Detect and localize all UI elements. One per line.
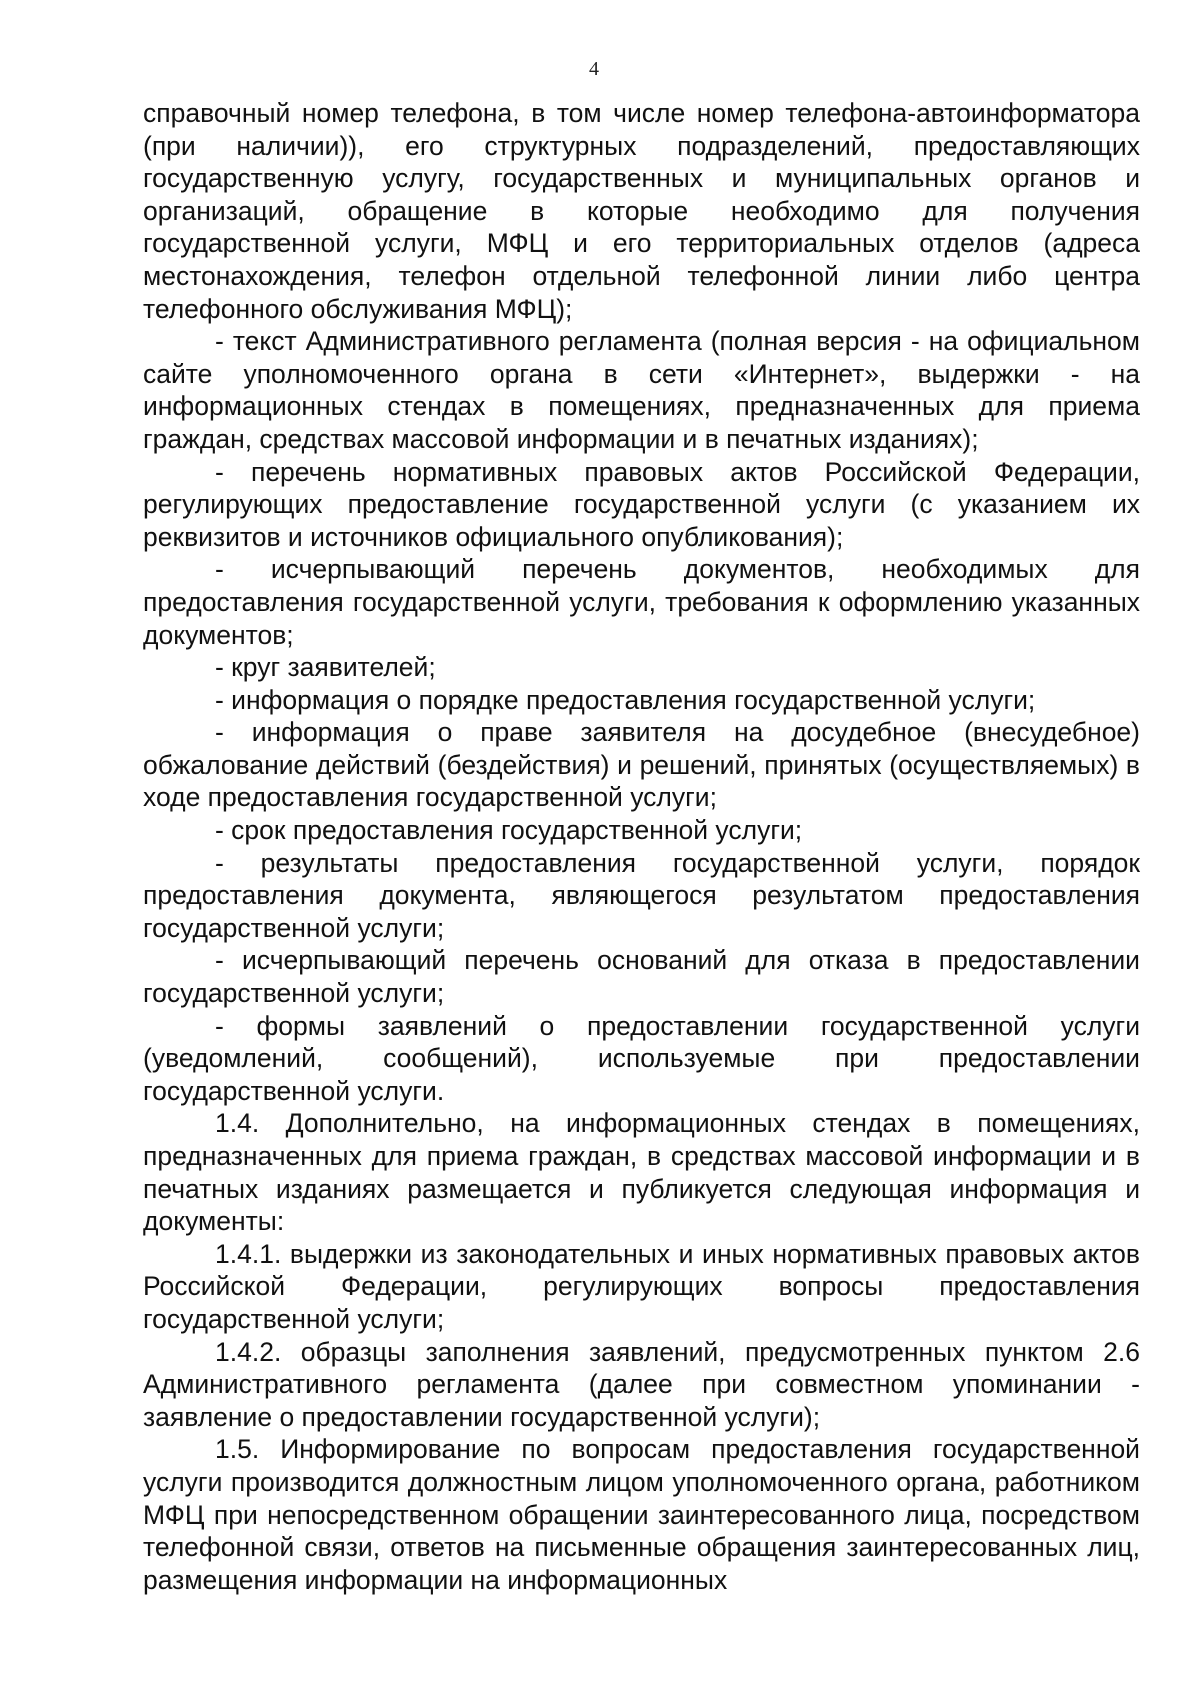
list-item-legal-acts: - перечень нормативных правовых актов Российской Федерации, регулирующих предоставление государственной услуги (с указанием их реквизитов и источников официального опубликования);	[143, 456, 1140, 552]
list-item-refusal-grounds: - исчерпывающий перечень оснований для отказа в предоставлении государственной услуги;	[143, 945, 1140, 1009]
list-item-appeal-rights: - информация о праве заявителя на досудебное (внесудебное) обжалование действий (бездействия) и решений, принятых (осуществляемых) в ходе предоставления государственной услуги;	[143, 717, 1140, 813]
list-item-regulation-text: - текст Административного регламента (полная версия - на официальном сайте уполномоченного органа в сети «Интернет», выдержки - на информационных стендах в помещениях, предназначенных для приема граждан, средствах массовой информации и в печатных изданиях);	[143, 326, 1140, 454]
clause-1-5: 1.5. Информирование по вопросам предоставления государственной услуги производится должностным лицом уполномоченного органа, работником МФЦ при непосредственном обращении заинтересованного лица, посредством телефонной связи, ответов на письменные обращения заинтересованных лиц, размещения информации на информационных	[143, 1434, 1140, 1595]
page-number: 4	[589, 58, 599, 80]
clause-1-4: 1.4. Дополнительно, на информационных стендах в помещениях, предназначенных для приема граждан, в средствах массовой информации и в печатных изданиях размещается и публикуется следующая информация и документы:	[143, 1108, 1140, 1237]
clause-1-4-2: 1.4.2. образцы заполнения заявлений, предусмотренных пунктом 2.6 Административного регламента (далее при совместном упоминании - заявление о предоставлении государственной услуги);	[143, 1336, 1140, 1432]
paragraph-continuation-contacts: справочный номер телефона, в том числе номер телефона-автоинформатора (при наличии)), его структурных подразделений, предоставляющих государственную услугу, государственных и муниципальных органов и организаций, обращение в которые необходимо для получения государственной услуги, МФЦ и его территориальных отделов (адреса местонахождения, телефон отдельной телефонной линии либо центра телефонного обслуживания МФЦ);	[143, 98, 1140, 324]
list-item-service-term: - срок предоставления государственной услуги;	[215, 815, 803, 846]
list-item-application-forms: - формы заявлений о предоставлении государственной услуги (уведомлений, сообщений), используемые при предоставлении государственной услуги.	[143, 1010, 1140, 1106]
list-item-service-results: - результаты предоставления государственной услуги, порядок предоставления документа, являющегося результатом предоставления государственной услуги;	[143, 847, 1140, 943]
list-item-documents-list: - исчерпывающий перечень документов, необходимых для предоставления государственной услуги, требования к оформлению указанных документов;	[143, 554, 1140, 650]
document-body	[143, 97, 1140, 1596]
list-item-applicants: - круг заявителей;	[215, 652, 436, 683]
clause-1-4-1: 1.4.1. выдержки из законодательных и иных нормативных правовых актов Российской Федерации, регулирующих вопросы предоставления государственной услуги;	[143, 1238, 1140, 1334]
list-item-procedure-info: - информация о порядке предоставления государственной услуги;	[215, 684, 1036, 715]
